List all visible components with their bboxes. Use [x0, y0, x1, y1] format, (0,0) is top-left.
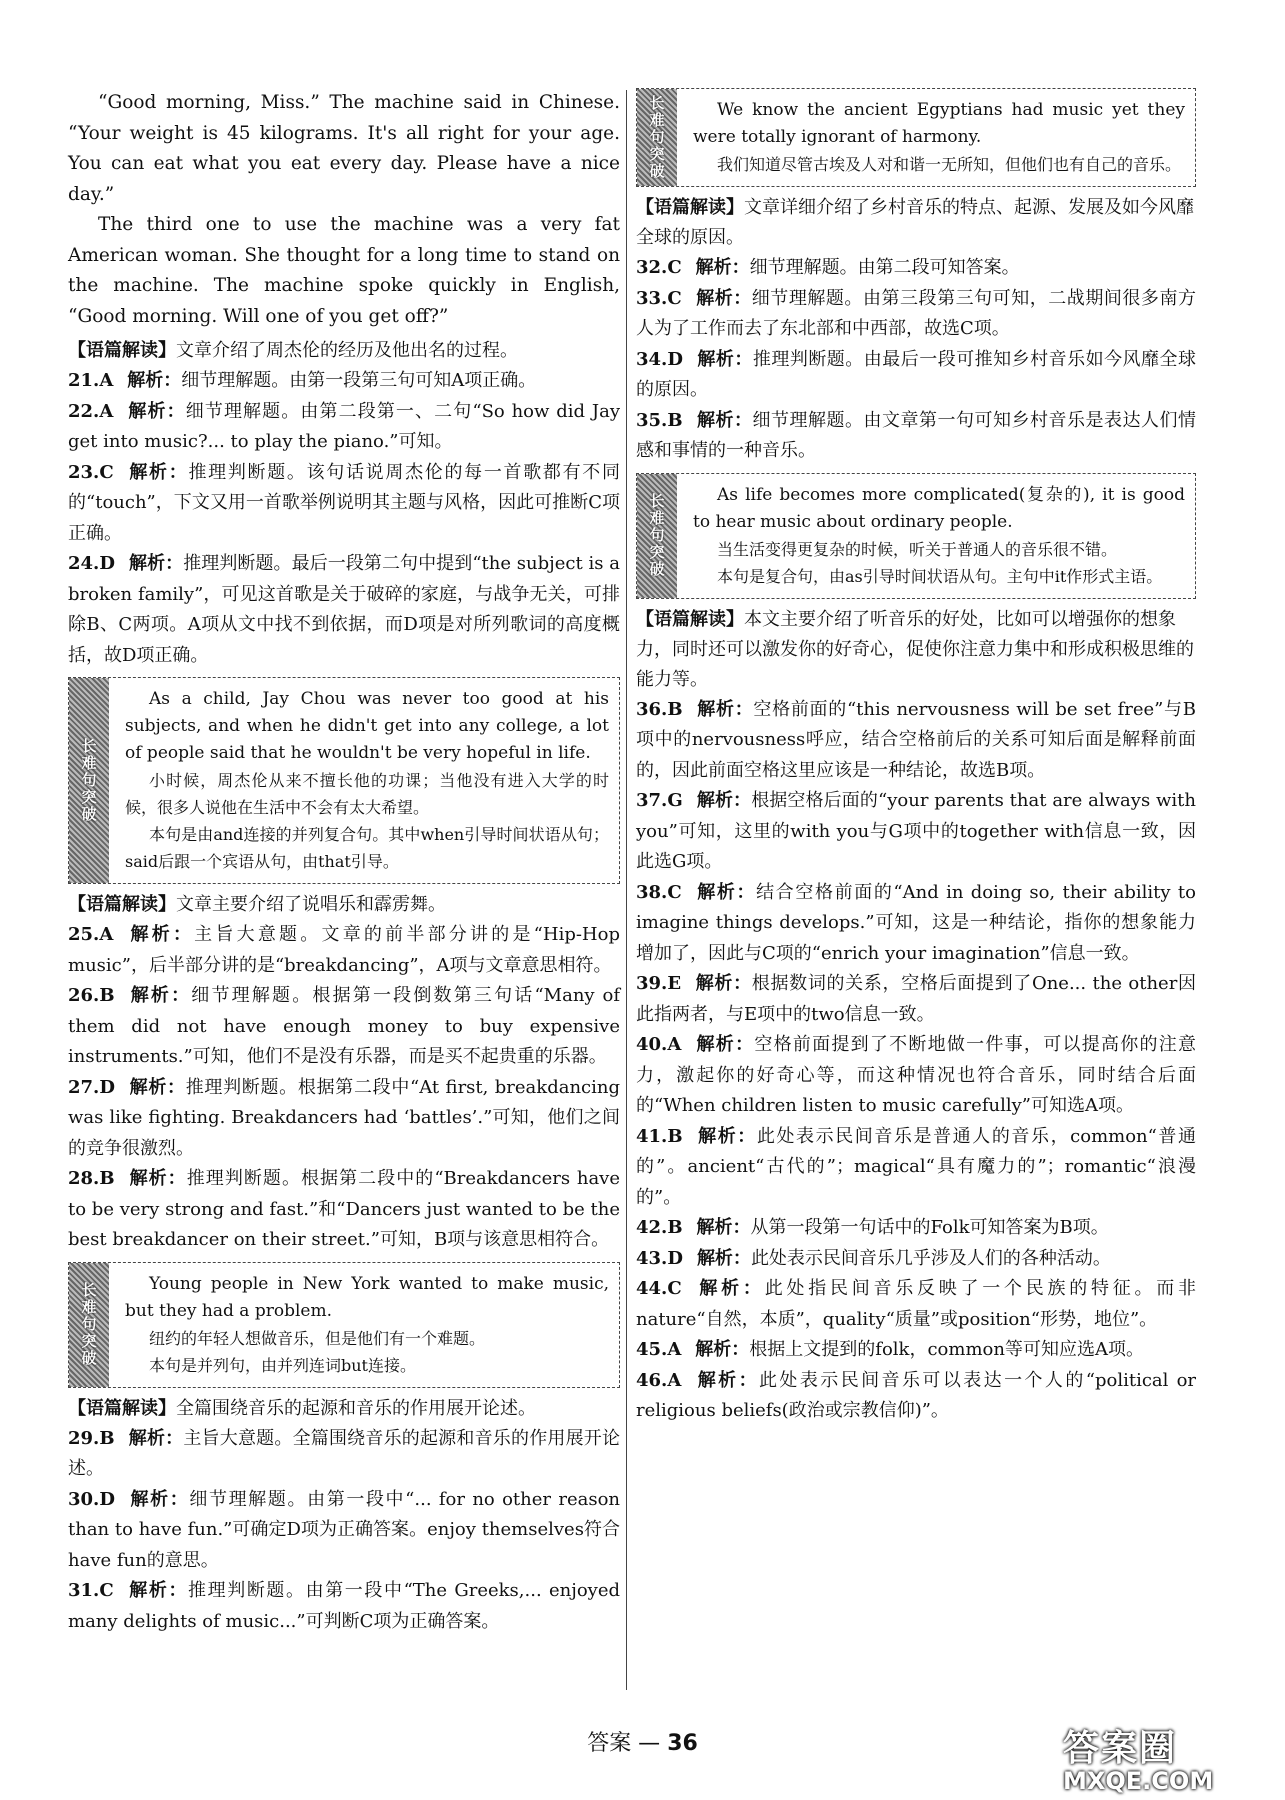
answer-letter: D: [99, 553, 115, 574]
analysis-label: 解析：: [696, 1217, 751, 1238]
answer-letter: A: [99, 400, 114, 422]
box-translation: 纽约的年轻人想做音乐，但是他们有一个难题。: [149, 1328, 486, 1348]
answer-item: [68, 920, 620, 981]
analysis-text: 细节理解题。由第二段第一、二句“So how did Jay get into music?... to play the piano.”可知。: [68, 400, 620, 452]
analysis-text: 主旨大意题。文章的前半部分讲的是“Hip-Hop music”，后半部分讲的是“breakdancing”，A项与文章意思相符。: [68, 924, 620, 976]
answer-number: 45.: [636, 1339, 668, 1360]
analysis-text: 细节理解题。由第三段第三句可知，二战期间很多南方人为了工作而去了东北部和中西部，故选C项。: [636, 287, 1196, 339]
analysis-label: 解析：: [696, 698, 754, 720]
answer-letter: A: [667, 1034, 682, 1055]
answer-letter: B: [667, 698, 683, 720]
summary-text: 文章详细介绍了乡村音乐的特点、起源、发展及如今风靡全球的原因。: [636, 197, 1194, 248]
answer-item: [636, 253, 1196, 284]
analysis-label: 解析：: [127, 924, 195, 945]
answer-letter: C: [667, 881, 682, 903]
answer-letter: E: [667, 973, 682, 994]
answer-item: [636, 1030, 1196, 1122]
analysis-text: 推理判断题。最后一段第二句中提到“the subject is a broken family”，可见这首歌是关于破碎的家庭，与战争无关，可排除B、C两项。A项从文中找不到依据，而D项是对所列歌词的高度概括，故D项正确。: [68, 553, 620, 666]
analysis-text: 此处表示民间音乐可以表达一个人的“political or religious beliefs(政治或宗教信仰)”。: [636, 1369, 1197, 1421]
analysis-label: 解析：: [127, 1580, 189, 1601]
answer-number: 26.: [68, 985, 100, 1006]
box-english: As a child, Jay Chou was never too good at his subjects, and when he didn't get into any college, a lot of people said that he wouldn't be very hopeful in life.: [125, 689, 609, 763]
analysis-label: 解析：: [695, 973, 752, 994]
summary-heading: 【语篇解读】: [636, 608, 744, 630]
footer-label: 答案 —: [587, 1731, 668, 1756]
answers-group-1: [68, 366, 620, 671]
analysis-label: 解析：: [128, 1076, 186, 1098]
answer-item: [68, 1424, 620, 1485]
answer-item: [636, 1274, 1196, 1335]
analysis-label: 解析：: [695, 881, 757, 903]
watermark-text: 答案圈: [1063, 1728, 1178, 1769]
analysis-label: 解析：: [696, 348, 753, 370]
analysis-text: 推理判断题。根据第二段中“At first, breakdancing was like fighting. Breakdancers had ‘battles’.”可知，他们之间的竞争很激烈。: [68, 1076, 620, 1159]
answer-item: [68, 1164, 620, 1256]
watermark-url: MXQE.COM: [1063, 1767, 1214, 1795]
analysis-text: 此处指民间音乐反映了一个民族的特征。而非nature“自然，本质”，quality“质量”或position“形势，地位”。: [636, 1278, 1197, 1330]
analysis-text: 推理判断题。根据第二段中的“Breakdancers have to be very strong and fast.”和“Dancers just wanted to be the best breakdancer on their street.”可知，B项与该意思相符合。: [68, 1168, 620, 1250]
analysis-text: 根据数词的关系，空格后面提到了One... the other因此指两者，与E项中的two信息一致。: [636, 973, 1196, 1025]
reading-summary-4: [636, 193, 1196, 253]
analysis-label: 解析：: [127, 461, 189, 483]
page-number: 36: [667, 1731, 698, 1756]
answer-letter: A: [99, 370, 114, 391]
answer-number: 32.: [636, 257, 668, 278]
analysis-label: 解析：: [695, 1034, 755, 1055]
answer-item: [636, 695, 1196, 787]
answer-letter: B: [99, 1427, 115, 1449]
analysis-label: 解析：: [695, 287, 752, 309]
analysis-label: 解析：: [128, 985, 192, 1006]
answer-letter: A: [667, 1369, 682, 1391]
answer-item: [636, 1122, 1196, 1214]
analysis-text: 细节理解题。根据第一段倒数第三句话“Many of them did not have enough money to buy expensive instruments.”可知，他们不是没有乐器，而是买不起贵重的乐器。: [68, 985, 620, 1067]
analysis-label: 解析：: [128, 553, 184, 574]
summary-text: 本文主要介绍了听音乐的好处，比如可以增强你的想象力，同时还可以激发你的好奇心，促使你注意力集中和形成积极思维的能力等。: [636, 608, 1194, 690]
box-translation: 小时候，周杰伦从来不擅长他的功课；当他没有进入大学的时候，很多人说他在生活中不会有太大希望。: [125, 771, 609, 817]
answer-number: 44.: [636, 1278, 668, 1299]
answer-letter: A: [99, 924, 114, 945]
story-paragraph-1: “Good morning, Miss.” The machine said in Chinese. “Your weight is 45 kilograms. It's all right for your age. You can eat what you eat every day. Please have a nice day.”: [68, 92, 620, 205]
answer-number: 39.: [636, 973, 668, 994]
answer-letter: B: [99, 1168, 115, 1189]
answer-number: 46.: [636, 1369, 668, 1391]
sentence-box-3: [636, 88, 1196, 187]
answer-number: 34.: [636, 348, 668, 370]
answer-letter: B: [667, 1217, 683, 1238]
analysis-label: 解析：: [696, 1125, 757, 1147]
summary-text: 文章介绍了周杰伦的经历及他出名的过程。: [176, 340, 518, 361]
answer-number: 22.: [68, 400, 100, 422]
analysis-text: 推理判断题。由最后一段可推知乡村音乐如今风靡全球的原因。: [636, 348, 1196, 400]
sentence-box-2: [68, 1262, 620, 1388]
analysis-text: 从第一段第一句话中的Folk可知答案为B项。: [750, 1217, 1109, 1238]
analysis-text: 根据空格后面的“your parents that are always with you”可知，这里的with you与G项中的together with信息一致，因此选G项。: [636, 790, 1197, 872]
box-tab: 长难句突破: [69, 1263, 109, 1387]
analysis-text: 结合空格前面的“And in doing so, their ability to imagine things develops.”可知，这是一种结论，指你的想象能力增加了，因此与C项的“enrich your imagination”信息一致。: [636, 881, 1196, 964]
answer-letter: D: [667, 348, 683, 370]
analysis-text: 细节理解题。由文章第一句可知乡村音乐是表达人们情感和事情的一种音乐。: [636, 409, 1197, 461]
answer-item: [636, 1335, 1196, 1366]
answer-number: 30.: [68, 1488, 100, 1510]
story-paragraph-2: The third one to use the machine was a very fat American woman. She thought for a long time to stand on the machine. The machine spoke quickly in English, “Good morning. Will one of you get off?”: [68, 214, 620, 327]
answers-group-3: [68, 1424, 620, 1638]
answer-letter: B: [667, 409, 683, 431]
right-column: [636, 88, 1196, 1427]
answer-number: 35.: [636, 409, 668, 431]
answer-item: [636, 878, 1196, 970]
answer-letter: C: [99, 461, 114, 483]
answer-item: [636, 969, 1196, 1030]
answer-letter: D: [99, 1488, 115, 1510]
analysis-text: 细节理解题。由第一段中“... for no other reason than to have fun.”可确定D项为正确答案。enjoy themselves符合have fun的意思。: [68, 1488, 620, 1571]
reading-summary-3: [68, 1394, 620, 1424]
summary-text: 文章主要介绍了说唱乐和霹雳舞。: [176, 894, 446, 915]
box-analysis: 本句是并列句，由并列连词but连接。: [149, 1355, 416, 1375]
box-analysis: 本句是由and连接的并列复合句。其中when引导时间状语从句；said后跟一个宾语从句，由that引导。: [125, 825, 609, 871]
answer-item: [636, 1244, 1196, 1275]
analysis-label: 解析：: [695, 257, 750, 278]
box-english: As life becomes more complicated(复杂的), it is good to hear music about ordinary people.: [693, 484, 1185, 532]
answer-item: [68, 1576, 620, 1637]
answer-number: 41.: [636, 1125, 668, 1147]
reading-summary-1: [68, 336, 620, 366]
answer-letter: C: [667, 257, 682, 278]
answer-item: [636, 284, 1196, 345]
answer-number: 21.: [68, 370, 100, 391]
analysis-text: 此处表示民间音乐是普通人的音乐，common“普通的”。ancient“古代的”；magical“具有魔力的”；romantic“浪漫的”。: [636, 1125, 1197, 1208]
answer-number: 23.: [68, 461, 100, 483]
answer-number: 36.: [636, 698, 668, 720]
answer-item: [68, 1485, 620, 1577]
reading-summary-2: [68, 890, 620, 920]
answer-item: [68, 397, 620, 458]
analysis-text: 空格前面提到了不断地做一件事，可以提高你的注意力，激起你的好奇心等，而这种情况也符合音乐，同时结合后面的“When children listen to music carefully”可知选A项。: [636, 1034, 1196, 1116]
answer-letter: D: [667, 1247, 683, 1269]
answer-number: 43.: [636, 1247, 668, 1269]
box-english: We know the ancient Egyptians had music yet they were totally ignorant of harmony.: [693, 100, 1185, 147]
answer-number: 25.: [68, 924, 100, 945]
analysis-text: 推理判断题。该句话说周杰伦的每一首歌都有不同的“touch”，下文又用一首歌举例说明其主题与风格，因此可推断C项正确。: [68, 461, 621, 544]
answer-letter: C: [99, 1580, 114, 1601]
answer-letter: D: [99, 1076, 115, 1098]
box-translation: 当生活变得更复杂的时候，听关于普通人的音乐很不错。: [717, 539, 1118, 559]
answer-number: 24.: [68, 553, 100, 574]
answer-item: [636, 406, 1196, 467]
box-tab: 长难句突破: [637, 474, 677, 598]
analysis-label: 解析：: [128, 1168, 187, 1189]
answer-number: 27.: [68, 1076, 100, 1098]
answer-letter: C: [667, 287, 682, 309]
answer-item: [68, 366, 620, 397]
answer-number: 33.: [636, 287, 668, 309]
answer-number: 38.: [636, 881, 668, 903]
box-tab: 长难句突破: [637, 89, 677, 186]
answers-group-4: [636, 253, 1196, 467]
answer-item: [68, 981, 620, 1073]
analysis-label: 解析：: [695, 1278, 765, 1299]
analysis-label: 解析：: [127, 400, 186, 422]
answer-item: [636, 1213, 1196, 1244]
analysis-text: 空格前面的“this nervousness will be set free”与B项中的nervousness呼应，结合空格前后的关系可知后面是解释前面的，因此前面空格这里应该是一种结论，故选B项。: [636, 698, 1196, 781]
answer-number: 40.: [636, 1034, 668, 1055]
analysis-text: 主旨大意题。全篇围绕音乐的起源和音乐的作用展开论述。: [68, 1427, 621, 1479]
answers-group-5: [636, 695, 1196, 1427]
analysis-label: 解析：: [128, 1488, 190, 1510]
answer-number: 37.: [636, 790, 668, 811]
answer-number: 42.: [636, 1217, 668, 1238]
summary-heading: 【语篇解读】: [68, 894, 176, 915]
answer-number: 31.: [68, 1580, 100, 1601]
answer-item: [68, 458, 620, 550]
analysis-label: 解析：: [695, 1369, 759, 1391]
analysis-text: 细节理解题。由第二段可知答案。: [749, 257, 1020, 278]
column-divider: [626, 90, 627, 1690]
left-column: [68, 88, 620, 1637]
sentence-box-4: [636, 473, 1196, 599]
analysis-text: 此处表示民间音乐几乎涉及人们的各种活动。: [750, 1247, 1111, 1269]
answer-item: [636, 1366, 1196, 1427]
summary-heading: 【语篇解读】: [68, 340, 176, 361]
analysis-label: 解析：: [695, 1339, 750, 1360]
answer-letter: B: [667, 1125, 683, 1147]
summary-heading: 【语篇解读】: [68, 1397, 176, 1419]
box-english: Young people in New York wanted to make music, but they had a problem.: [125, 1273, 609, 1321]
answer-item: [68, 549, 620, 671]
answer-letter: B: [99, 985, 115, 1006]
answer-letter: A: [667, 1339, 682, 1360]
answer-item: [68, 1073, 620, 1165]
analysis-label: 解析：: [128, 1427, 184, 1449]
answer-number: 28.: [68, 1168, 100, 1189]
analysis-label: 解析：: [696, 790, 752, 811]
reading-summary-5: [636, 605, 1196, 695]
box-tab: 长难句突破: [69, 678, 109, 883]
answer-item: [636, 345, 1196, 406]
answer-letter: G: [667, 790, 683, 811]
box-translation: 我们知道尽管古埃及人对和谐一无所知，但他们也有自己的音乐。: [717, 155, 1182, 174]
analysis-text: 根据上文提到的folk，common等可知应选A项。: [749, 1339, 1144, 1360]
watermark-logo: [1063, 1720, 1273, 1795]
answers-group-2: [68, 920, 620, 1256]
answer-letter: C: [667, 1278, 682, 1299]
analysis-label: 解析：: [696, 1247, 751, 1269]
answer-number: 29.: [68, 1427, 100, 1449]
analysis-text: 细节理解题。由第一段第三句可知A项正确。: [181, 370, 537, 391]
box-analysis: 本句是复合句，由as引导时间状语从句。主句中it作形式主语。: [717, 566, 1163, 586]
analysis-label: 解析：: [127, 370, 182, 391]
analysis-label: 解析：: [696, 409, 753, 431]
answer-item: [636, 786, 1196, 878]
summary-heading: 【语篇解读】: [636, 197, 744, 218]
summary-text: 全篇围绕音乐的起源和音乐的作用展开论述。: [176, 1397, 536, 1419]
analysis-text: 推理判断题。由第一段中“The Greeks,... enjoyed many delights of music...”可判断C项为正确答案。: [68, 1580, 620, 1632]
sentence-box-1: [68, 677, 620, 884]
